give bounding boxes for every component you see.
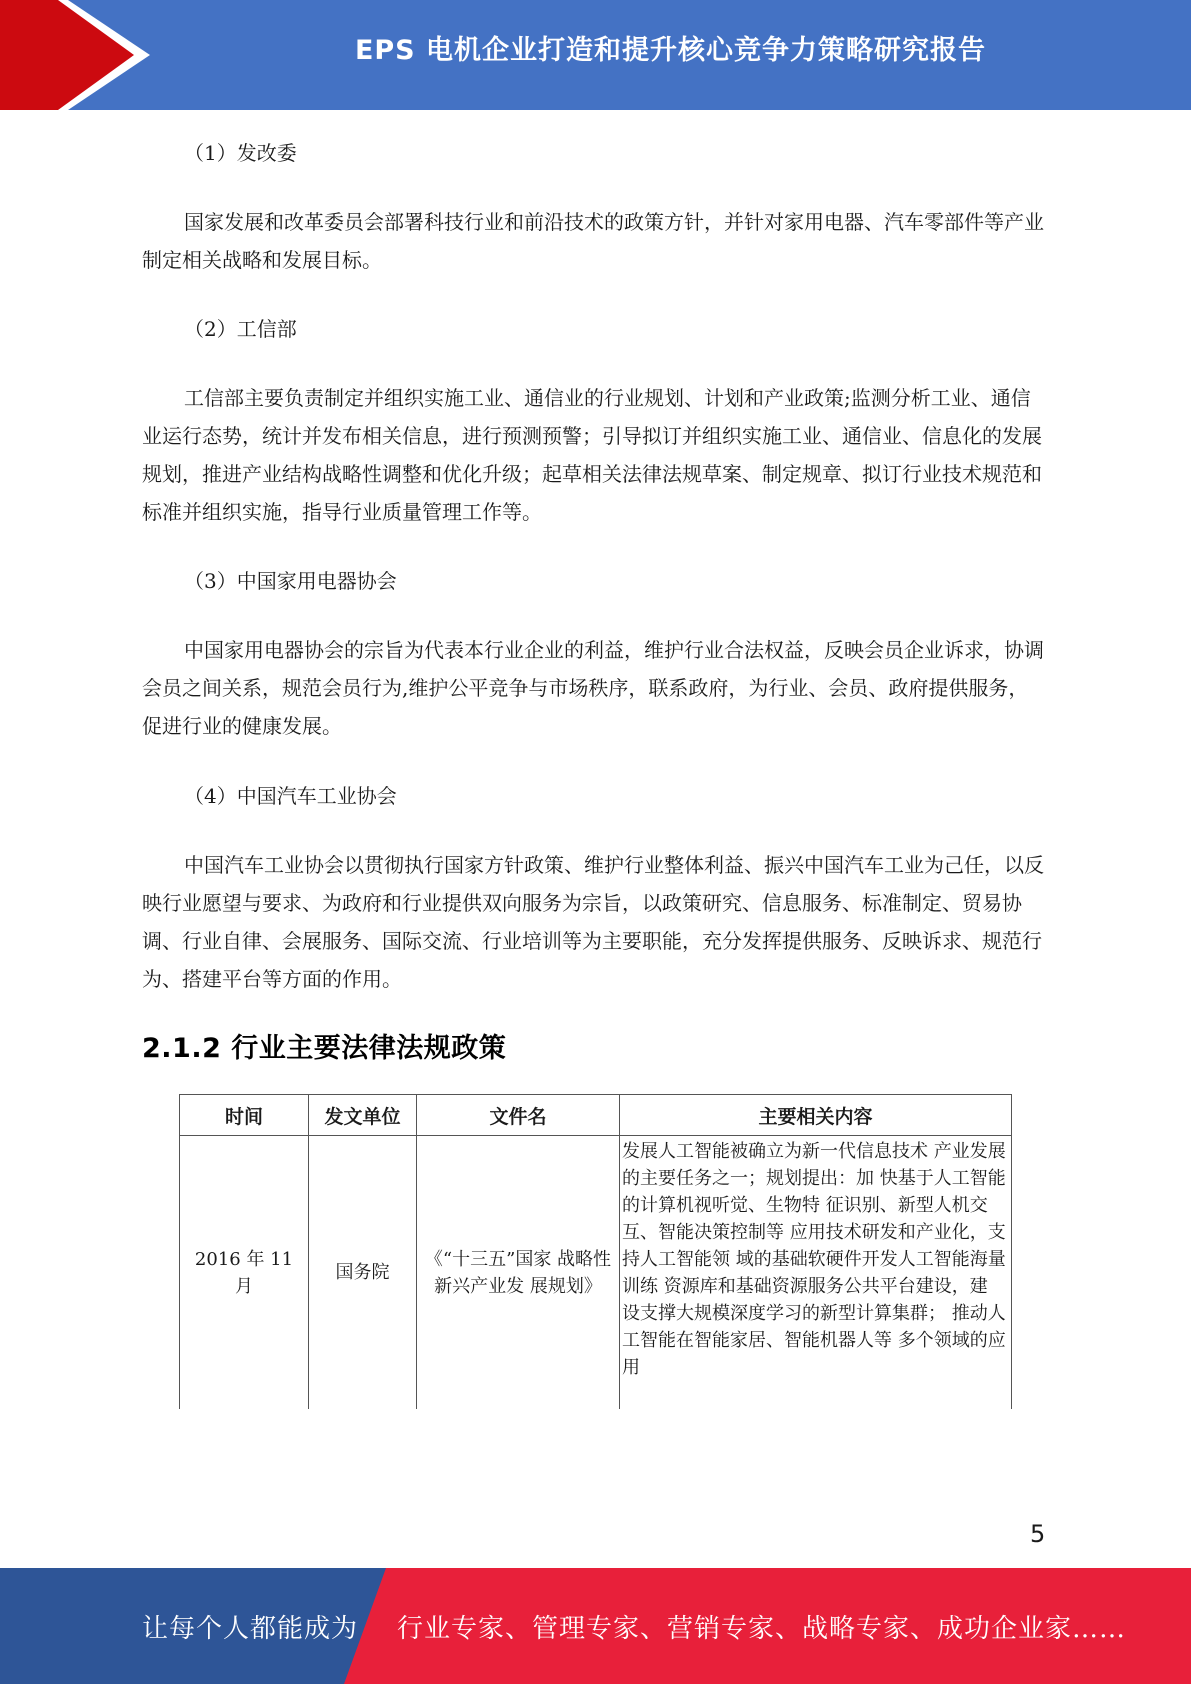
paragraph-appliance-association: 中国家用电器协会的宗旨为代表本行业企业的利益，维护行业合法权益，反映会员企业诉求，协调会员之间关系，规范会员行为,维护公平竞争与市场秩序，联系政府，为行业、会员、政府提供服务，促进行业的健康发展。 [142,638,1044,738]
subheading-ndrc: （1）发改委 [184,141,297,165]
table-row [180,1136,1012,1410]
subheading-appliance-association: （3）中国家用电器协会 [184,569,397,593]
table-header-row [180,1095,1012,1136]
footer-slogan-left: 让每个人都能成为 [142,1614,359,1644]
policy-table [179,1094,1012,1409]
header-chevron-icon [0,0,150,110]
paragraph-miit: 工信部主要负责制定并组织实施工业、通信业的行业规划、计划和产业政策;监测分析工业、通信业运行态势，统计并发布相关信息，进行预测预警；引导拟订并组织实施工业、通信业、信息化的发展规划，推进产业结构战略性调整和优化升级；起草相关法律法规草案、制定规章、拟订行业技术规范和标准并组织实施，指导行业质量管理工作等。 [142,386,1042,524]
page-number: 5 [1030,1520,1046,1548]
subheading-miit: （2）工信部 [184,317,297,341]
column-header-issuer: 发文单位 [309,1095,417,1136]
cell-document: 《“十三五”国家 战略性新兴产业发 展规划》 [417,1136,620,1410]
header-title: EPS 电机企业打造和提升核心竞争力策略研究报告 [354,35,987,66]
section-title: 2.1.2 行业主要法律法规政策 [142,1033,507,1064]
column-header-document: 文件名 [417,1095,620,1136]
paragraph-ndrc: 国家发展和改革委员会部署科技行业和前沿技术的政策方针，并针对家用电器、汽车零部件等产业制定相关战略和发展目标。 [142,210,1044,272]
page-footer [0,1568,1191,1684]
column-header-content: 主要相关内容 [620,1095,1012,1136]
subheading-auto-association: （4）中国汽车工业协会 [184,784,397,808]
cell-time: 2016 年 11 月 [180,1136,309,1410]
paragraph-auto-association: 中国汽车工业协会以贯彻执行国家方针政策、维护行业整体利益、振兴中国汽车工业为己任，以反映行业愿望与要求、为政府和行业提供双向服务为宗旨，以政策研究、信息服务、标准制定、贸易协调、行业自律、会展服务、国际交流、行业培训等为主要职能，充分发挥提供服务、反映诉求、规范行为、搭建平台等方面的作用。 [142,853,1044,991]
column-header-time: 时间 [180,1095,309,1136]
footer-slogan-right: 行业专家、管理专家、营销专家、战略专家、成功企业家…… [397,1614,1127,1644]
page-header [0,0,1191,110]
cell-content: 发展人工智能被确立为新一代信息技术 产业发展的主要任务之一；规划提出：加 快基于人工智能的计算机视听觉、生物特 征识别、新型人机交互、智能决策控制等 应用技术研发和产业化，支持人工智能领 域的基础软硬件开发人工智能海量训练 资源库和基础资源服务公共平台建设，建 设支撑大规模深度学习的新型计算集群； 推动人工智能在智能家居、智能机器人等 多个领域的应用 [620,1136,1012,1410]
cell-issuer: 国务院 [309,1136,417,1410]
